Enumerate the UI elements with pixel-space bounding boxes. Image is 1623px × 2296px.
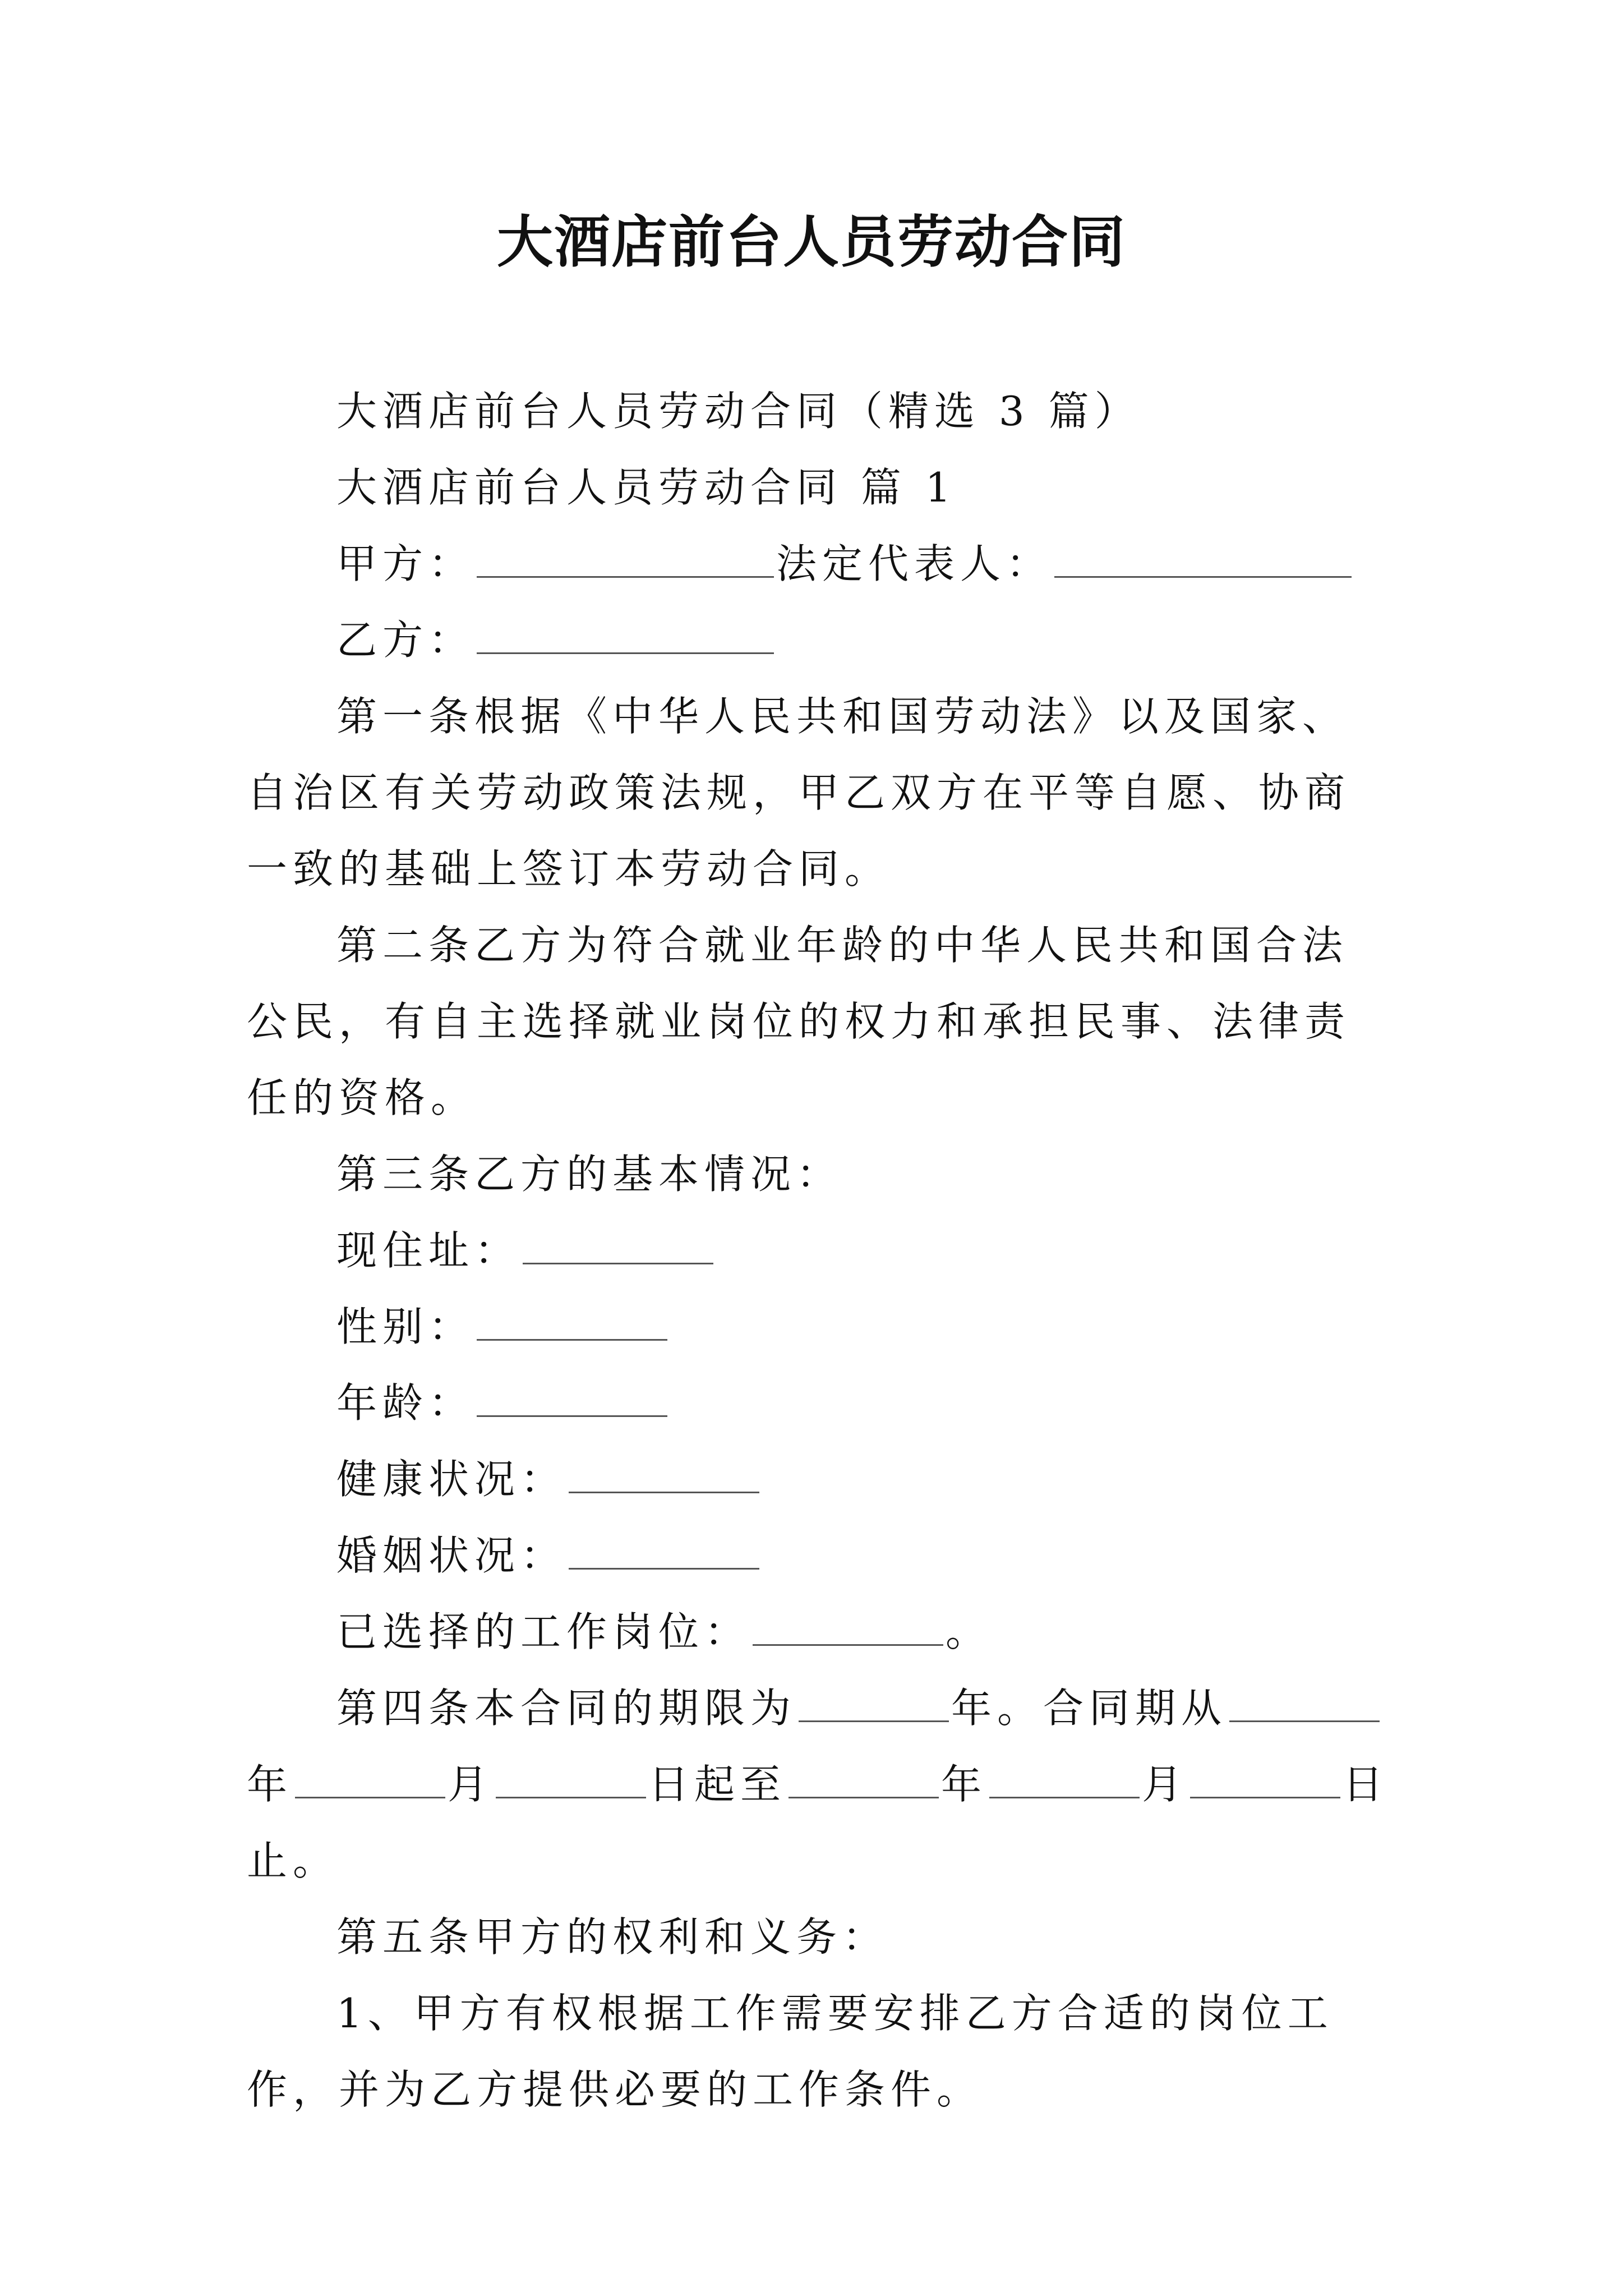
document-title: 大酒店前台人员劳动合同 — [497, 209, 1126, 275]
article-4-e: 日起至 — [648, 1761, 787, 1808]
article-4-b: 年。合同期从 — [951, 1685, 1228, 1732]
article-3: 第三条乙方的基本情况： — [336, 1151, 843, 1198]
gender-line — [247, 1289, 1391, 1365]
start-day-blank — [496, 1762, 646, 1798]
position-blank — [753, 1609, 943, 1646]
health-blank — [569, 1457, 759, 1493]
marital-line — [247, 1517, 1391, 1594]
article-4-d: 月 — [448, 1761, 494, 1808]
position-end: 。 — [946, 1608, 992, 1655]
subtitle: 大酒店前台人员劳动合同（精选 3 篇） — [336, 388, 1141, 435]
gender-label: 性别： — [336, 1303, 475, 1350]
term-years-blank — [799, 1686, 949, 1722]
marital-label: 婚姻状况： — [336, 1532, 567, 1579]
party-a-blank — [477, 541, 774, 578]
party-b-blank — [477, 618, 774, 654]
article-2: 第二条乙方为符合就业年龄的中华人民共和国合法公民，有自主选择就业岗位的权力和承担民事、法律责任的资格。 — [247, 922, 1351, 1121]
section-heading: 大酒店前台人员劳动合同 篇 1 — [336, 464, 957, 511]
legal-rep-blank — [1054, 541, 1352, 578]
health-line — [247, 1441, 1391, 1517]
end-month-blank — [989, 1762, 1140, 1798]
article-5: 第五条甲方的权利和义务： — [336, 1913, 889, 1961]
address-blank — [523, 1228, 713, 1264]
party-a-label: 甲方： — [336, 540, 475, 587]
legal-rep-label: 法定代表人： — [776, 540, 1053, 587]
age-line — [247, 1365, 1391, 1441]
start-month-blank — [295, 1762, 445, 1798]
article-4-a: 第四条本合同的期限为 — [336, 1685, 797, 1732]
age-label: 年龄： — [336, 1379, 475, 1427]
end-year-blank — [789, 1762, 939, 1798]
party-line — [247, 526, 1391, 602]
gender-blank — [477, 1304, 667, 1341]
age-blank — [477, 1381, 667, 1417]
marital-blank — [569, 1533, 759, 1570]
address-line — [247, 1212, 1391, 1289]
party-b-label: 乙方： — [336, 616, 475, 664]
health-label: 健康状况： — [336, 1456, 567, 1503]
start-year-blank — [1229, 1686, 1380, 1722]
address-label: 现住址： — [336, 1227, 521, 1274]
article-1: 第一条根据《中华人民共和国劳动法》以及国家、自治区有关劳动政策法规，甲乙双方在平等自愿、协商一致的基础上签订本劳动合同。 — [247, 693, 1351, 892]
position-line — [247, 1594, 1391, 1670]
party-b-line — [247, 602, 1391, 678]
article-5-item-1: 1、甲方有权根据工作需要安排乙方合适的岗位工作，并为乙方提供必要的工作条件。 — [247, 1990, 1334, 2113]
article-4 — [247, 1670, 1391, 1899]
document-body — [247, 373, 1391, 2128]
article-4-g: 月 — [1142, 1761, 1188, 1808]
position-label: 已选择的工作岗位： — [336, 1608, 751, 1655]
article-4-c: 年 — [247, 1761, 293, 1808]
article-4-f: 年 — [941, 1761, 988, 1808]
end-day-blank — [1190, 1762, 1340, 1798]
article-4-h: 日止。 — [247, 1761, 1389, 1884]
